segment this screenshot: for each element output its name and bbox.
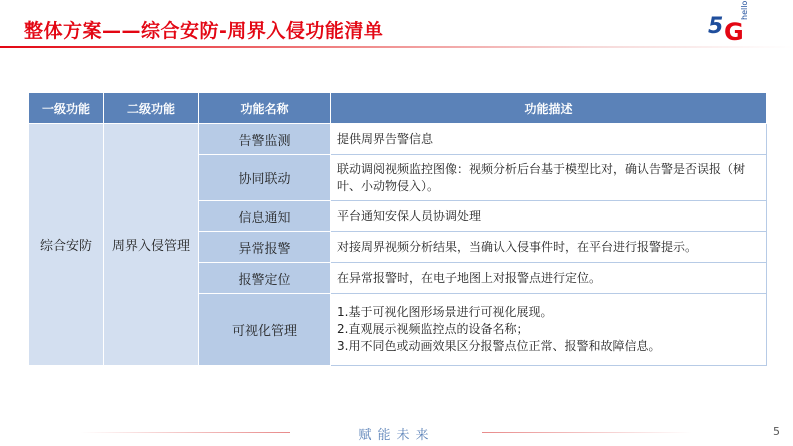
function-desc: 提供周界告警信息: [331, 124, 767, 155]
function-name: 信息通知: [199, 201, 331, 232]
function-desc: 对接周界视频分析结果，当确认入侵事件时，在平台进行报警提示。: [331, 232, 767, 263]
level1-cell: 综合安防: [29, 124, 104, 366]
function-name: 协同联动: [199, 155, 331, 201]
logo-g: G: [724, 18, 744, 46]
level2-cell: 周界入侵管理: [104, 124, 199, 366]
desc-line: 2.直观展示视频监控点的设备名称；: [337, 322, 529, 336]
logo-hello: hello: [740, 0, 749, 20]
desc-line: 1.基于可视化图形场景进行可视化展现。: [337, 305, 553, 319]
header-level2: 二级功能: [104, 93, 199, 124]
function-name: 报警定位: [199, 263, 331, 294]
function-desc: [331, 294, 767, 366]
function-desc: 联动调阅视频监控图像：视频分析后台基于模型比对，确认告警是否误报（树叶、小动物侵入）。: [331, 155, 767, 201]
function-desc: 在异常报警时，在电子地图上对报警点进行定位。: [331, 263, 767, 294]
logo-five: 5: [708, 14, 724, 39]
function-name: 异常报警: [199, 232, 331, 263]
header-function-desc: 功能描述: [331, 93, 767, 124]
function-name: 可视化管理: [199, 294, 331, 366]
brand-logo: [708, 0, 756, 48]
slide-title: 整体方案——综合安防-周界入侵功能清单: [24, 20, 384, 42]
table-header-row: [29, 93, 767, 124]
header-level1: 一级功能: [29, 93, 104, 124]
page-number: 5: [773, 425, 780, 438]
footer-slogan: 赋能未来: [358, 428, 435, 443]
title-divider: [0, 46, 793, 48]
function-name: 告警监测: [199, 124, 331, 155]
header-function-name: 功能名称: [199, 93, 331, 124]
function-table: [28, 92, 767, 366]
function-desc: 平台通知安保人员协调处理: [331, 201, 767, 232]
table-row: [29, 124, 767, 155]
desc-line: 3.用不同色或动画效果区分报警点位正常、报警和故障信息。: [337, 339, 661, 353]
